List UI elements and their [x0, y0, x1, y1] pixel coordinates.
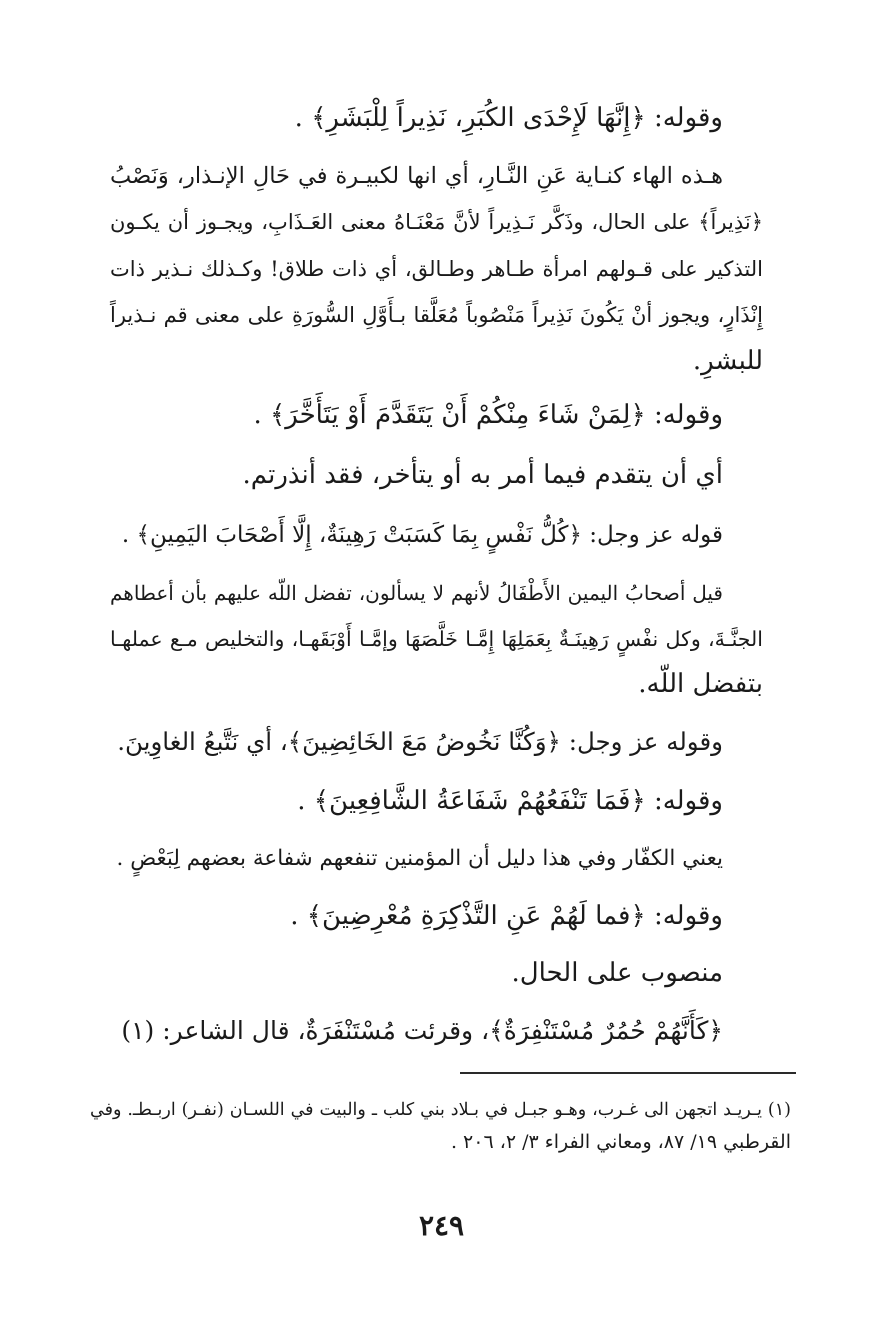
text-line-8: أي أن يتقدم فيما أمر به أو يتأخر، فقد أنذرتم. [242, 460, 723, 490]
footnote-line-1: (١) يـريـد اتجهن الى غـرب، وهـو جبـل في بـلاد بني كلب ـ والبيت في اللسـان (نفـر) اربـطـ. وفي [90, 1100, 791, 1120]
text-line-15: يعني الكفّار وفي هذا دليل أن المؤمنين تنفعهم شفاعة بعضهم لِبَعْضٍ . [116, 846, 723, 871]
text-line-5: إِنْذَارٍ، ويجوز أنْ يَكُونَ نَذِيراً مَنْصُوباً مُعَلَّقا بـأَوَّلِ السُّورَةِ على معنى قم نـذيراً [110, 303, 763, 327]
text-line-2: هـذه الهاء كنـاية عَنِ النَّـارِ، أي انها لكبيـرة في حَالِ الإنـذار، وَنَصْبُ [110, 163, 723, 189]
text-line-1: وقوله: ﴿إِنَّهَا لَإِحْدَى الكُبَرِ، نَذِيراً لِلْبَشَرِ﴾ . [294, 103, 723, 133]
text-line-13: وقوله عز وجل: ﴿وَكُنَّا نَخُوضُ مَعَ الخَائِضِينَ﴾، أي نَتَّبعُ الغاوِينَ. [117, 727, 723, 756]
text-line-11: الجنَّـةَ، وكل نفْسٍ رَهِينَـةٌ بِعَمَلِهَا إِمَّـا خَلَّصَهَا وإمَّـا أَوْبَقَهـا، والتخليص مـع عملهـا [110, 627, 763, 651]
text-line-14: وقوله: ﴿فَمَا تَنْفَعُهُمْ شَفَاعَةُ الشَّافِعِينَ﴾ . [297, 786, 723, 816]
text-line-10: قيل أصحابُ اليمين الأَطْفَالُ لأنهم لا يسألون، تفضل اللّه عليهم بأن أعطاهم [110, 581, 723, 605]
text-line-7: وقوله: ﴿لِمَنْ شَاءَ مِنْكُمْ أَنْ يَتَقَدَّمَ أَوْ يَتَأَخَّرَ﴾ . [253, 400, 723, 430]
text-line-6: للبشرِ. [692, 346, 763, 376]
text-line-9: قوله عز وجل: ﴿كُلُّ نَفْسٍ بِمَا كَسَبَتْ رَهِينَةٌ، إِلَّا أَصْحَابَ اليَمِينِ﴾ . [121, 522, 723, 548]
text-line-4: التذكير على قـولهم امرأة طـاهر وطـالق، أي ذات طلاق! وكـذلك نـذير ذات [110, 257, 763, 281]
text-line-18: ﴿كَأَنَّهُمْ حُمُرٌ مُسْتَنْفِرَةٌ﴾، وقرئت مُسْتَنْفَرَةٌ، قال الشاعر: (١) [121, 1016, 723, 1045]
text-line-17: منصوب على الحال. [511, 958, 723, 988]
footnote-line-2: القرطبي ١٩/ ٨٧، ومعاني الفراء ٣/ ٢، ٢٠٦ . [450, 1131, 791, 1153]
text-line-16: وقوله: ﴿فما لَهُمْ عَنِ التَّذْكِرَةِ مُعْرِضِينَ﴾ . [290, 901, 723, 931]
text-line-12: بتفضل اللّه. [638, 669, 763, 699]
footnote-divider [460, 1072, 796, 1074]
page-number: ٢٤٩ [418, 1209, 465, 1242]
text-line-3: ﴿نَذِيراً﴾ على الحال، وذَكَّر نَـذِيراً لأنَّ مَعْنَـاهُ معنى العَـذَابِ، ويجـوز أن يكـون [110, 210, 763, 234]
